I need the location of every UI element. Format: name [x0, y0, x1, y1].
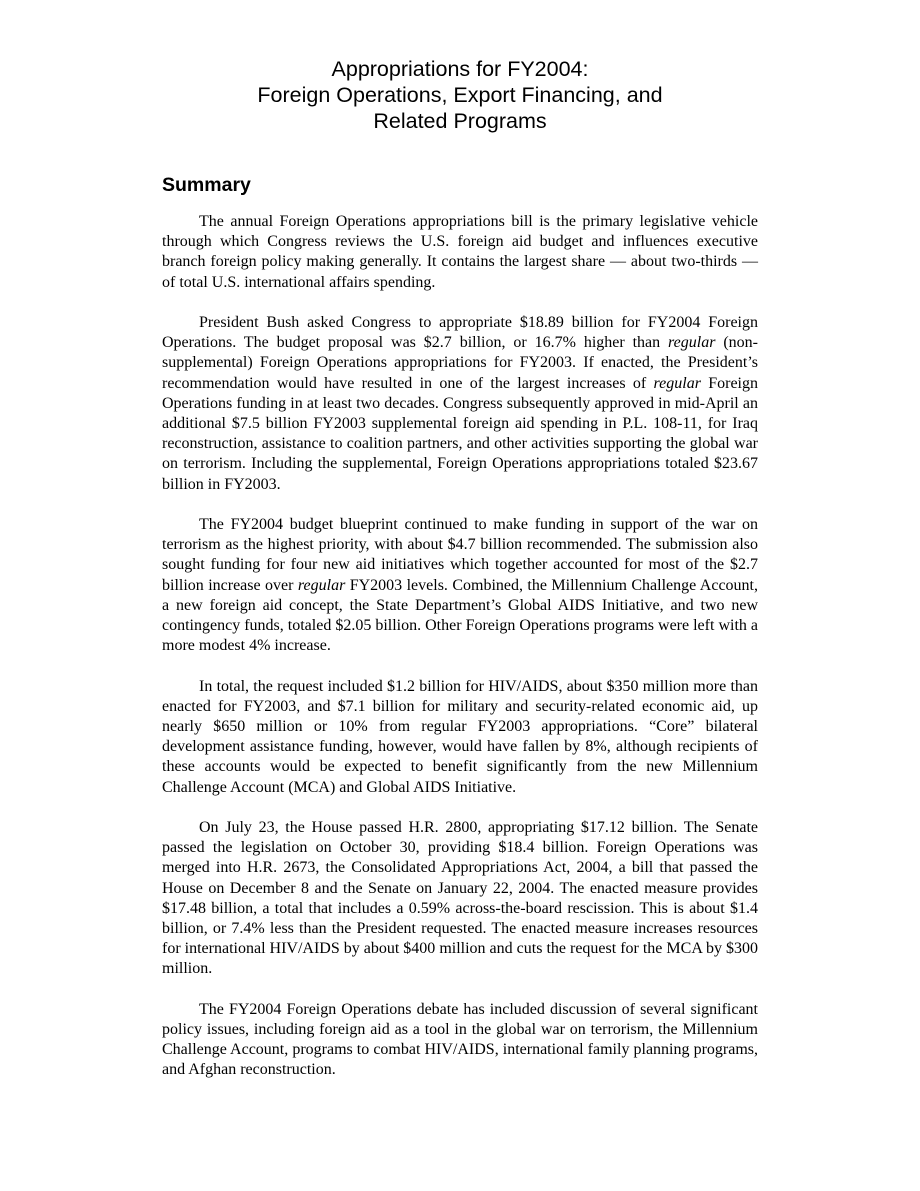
- paragraph-3-italic-regular: regular: [297, 576, 346, 594]
- title-line-1: Appropriations for FY2004:: [331, 57, 589, 81]
- title-line-3: Related Programs: [373, 109, 547, 133]
- title-line-2: Foreign Operations, Export Financing, and: [257, 83, 663, 107]
- paragraph-2-text-c: (non-supplemental) Foreign Operations appropriations for FY2003. If enacted, the President’s recommendation would have resulted in one of the largest increases of: [162, 334, 759, 392]
- paragraph-4: In total, the request included $1.2 billion for HIV/AIDS, about $350 million more than enacted for FY2003, and $7.1 billion for military and security-related economic aid, up nearly $650 million or 10% from regular FY2003 appropriations. “Core” bilateral development assistance funding, however, would have fallen by 8%, although recipients of these accounts would be expected to benefit significantly from the new Millennium Challenge Account (MCA) and Global AIDS Initiative.: [162, 677, 758, 796]
- paragraph-2-text-e: Foreign Operations funding in at least two decades. Congress subsequently approved in mid-April an additional $7.5 billion FY2003 supplemental foreign aid spending in P.L. 108-11, for Iraq reconstruction, assistance to coalition partners, and other activities supporting the global war on terrorism. Including the supplemental, Foreign Operations appropriations totaled $23.67 billion in FY2003.: [162, 374, 759, 493]
- paragraph-2-text-a: President Bush asked Congress to appropriate $18.89 billion for FY2004 Foreign Operations. The budget proposal was $2.7 billion, or 16.7% higher than: [162, 314, 758, 352]
- paragraph-2-italic-regular-1: regular: [668, 334, 716, 352]
- document-title: [162, 56, 758, 134]
- summary-heading: Summary: [162, 174, 251, 196]
- paragraph-6: The FY2004 Foreign Operations debate has included discussion of several significant policy issues, including foreign aid as a tool in the global war on terrorism, the Millennium Challenge Account, programs to combat HIV/AIDS, international family planning programs, and Afghan reconstruction.: [162, 1000, 758, 1079]
- paragraph-5: On July 23, the House passed H.R. 2800, appropriating $17.12 billion. The Senate passed the legislation on October 30, providing $18.4 billion. Foreign Operations was merged into H.R. 2673, the Consolidated Appropriations Act, 2004, a bill that passed the House on December 8 and the Senate on January 22, 2004. The enacted measure provides $17.48 billion, a total that includes a 0.59% across-the-board rescission. This is about $1.4 billion, or 7.4% less than the President requested. The enacted measure increases resources for international HIV/AIDS by about $400 million and cuts the request for the MCA by $300 million.: [162, 819, 758, 978]
- paragraph-3-text-a: The FY2004 budget blueprint continued to make funding in support of the war on terrorism as the highest priority, with about $4.7 billion recommended. The submission also sought funding for four new aid initiatives which together accounted for most of the $2.7 billion increase over: [162, 516, 758, 594]
- document-page: [162, 56, 758, 1081]
- paragraph-3-text-c: FY2003 levels. Combined, the Millennium Challenge Account, a new foreign aid concept, the State Department’s Global AIDS Initiative, and two new contingency funds, totaled $2.05 billion. Other Foreign Operations programs were left with a more modest 4% increase.: [162, 576, 758, 655]
- paragraph-1: The annual Foreign Operations appropriations bill is the primary legislative vehicle through which Congress reviews the U.S. foreign aid budget and influences executive branch foreign policy making generally. It contains the largest share — about two-thirds — of total U.S. international affairs spending.: [162, 213, 758, 291]
- paragraph-2-italic-regular-2: regular: [653, 374, 701, 392]
- paragraph-3: [162, 515, 758, 656]
- paragraph-2: [162, 313, 758, 495]
